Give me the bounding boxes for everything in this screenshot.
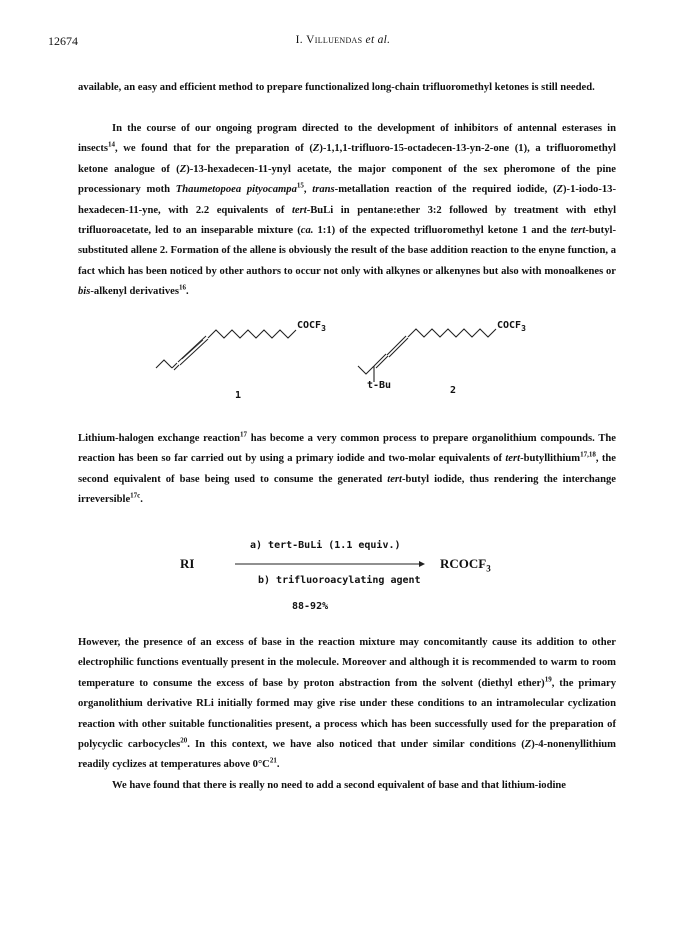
structure-compound-1 bbox=[148, 320, 363, 410]
citation-ref: 15 bbox=[296, 181, 304, 190]
text-run: available, an easy and efficient method to prepare functionalized long-chain trifluoromethyl ketones is still needed. bbox=[78, 82, 595, 93]
stereo-descriptor: Z bbox=[556, 184, 564, 196]
italic-term: bis bbox=[78, 286, 91, 298]
paragraph-5 bbox=[78, 776, 616, 796]
citation-ref: 17,18 bbox=[580, 450, 596, 459]
yield: 88-92% bbox=[292, 601, 329, 612]
text-run: )-1-iodo-13-hexadecen-11-yne, with 2.2 equivalents of bbox=[78, 184, 616, 216]
species-name: Thaumetopoea pityocampa bbox=[175, 184, 297, 196]
italic-term: tert bbox=[505, 453, 521, 465]
text-run: , the primary organolithium derivative RLi initially formed may give rise under these conditions to an intramolecular cyclization reaction with other suitable functionalities present, a process which has been successfully used for the preparation of polycyclic carbocycles bbox=[78, 677, 616, 751]
group-text: COCF bbox=[297, 320, 322, 331]
reaction-scheme bbox=[180, 535, 520, 620]
group-label bbox=[497, 320, 526, 333]
et-al: et al. bbox=[365, 34, 391, 46]
paragraph-block-2 bbox=[78, 119, 616, 303]
step-a: a) tert-BuLi (1.1 equiv.) bbox=[250, 540, 401, 551]
group-text: COCF bbox=[497, 320, 522, 331]
text-run: -BuLi in pentane:ether 3:2 followed by treatment with ethyl trifluoroacetate, led to an inseparable mixture ( bbox=[78, 204, 617, 237]
text-run: -butyl iodide, thus rendering the interchange irreversible bbox=[78, 473, 616, 506]
stereo-descriptor: Z bbox=[524, 739, 532, 751]
paragraph-continuation bbox=[78, 78, 616, 98]
text-run: )-4-nonenyllithium readily cyclizes at temperatures above 0°C bbox=[78, 739, 616, 771]
text-run: )-1,1,1-trifluoro-15-octadecen-13-yn-2-one (1), a trifluoromethyl ketone analogue of ( bbox=[78, 143, 616, 175]
citation-ref: 16 bbox=[178, 283, 186, 292]
text-run: has become a very common process to prepare organolithium compounds. The reaction has been so far carried out by using a primary iodide and two-molar equivalents of bbox=[78, 433, 616, 465]
italic-term: tert bbox=[387, 473, 402, 485]
group-label bbox=[297, 320, 326, 333]
reactant: RI bbox=[180, 556, 195, 571]
text-run: . bbox=[276, 759, 280, 771]
italic-term: tert bbox=[291, 204, 307, 216]
italic-term: ca. bbox=[300, 225, 314, 237]
page-number: 12674 bbox=[48, 34, 78, 48]
citation-ref: 21 bbox=[269, 756, 277, 765]
product bbox=[440, 556, 491, 574]
citation-ref: 17c bbox=[130, 491, 141, 500]
citation-ref: 19 bbox=[544, 675, 552, 684]
paragraph-2 bbox=[78, 119, 616, 303]
text-run: We have found that there is really no need to add a second equivalent of base and that lithium-iodine bbox=[112, 779, 567, 791]
compound-label: 1 bbox=[235, 390, 242, 401]
text-run: 1:1) of the expected trifluoromethyl ketone 1 and the bbox=[313, 225, 571, 237]
text-run: However, the presence of an excess of base in the reaction mixture may concomitantly cause its addition to other electrophilic functions eventually present in the molecule. Moreover and although it is recommended to warm to room temperature to consume the excess of base by proton abstraction from the solvent (diethyl ether) bbox=[78, 637, 616, 689]
text-run: -butyllithium bbox=[520, 453, 581, 465]
stereo-descriptor: Z bbox=[312, 143, 320, 155]
paragraph-block-3 bbox=[78, 429, 616, 511]
text-run: -butyl-substituted allene 2. Formation of the allene is obviously the result of the base addition reaction to the enyne function, a fact which has been noticed by other authors to occur not only with alkynes or alkenynes but also with monoalkenes or bbox=[78, 225, 616, 277]
paragraph-1 bbox=[78, 78, 616, 98]
stereo-descriptor: Z bbox=[179, 163, 187, 175]
citation-ref: 17 bbox=[240, 430, 248, 439]
structure-compound-2 bbox=[350, 320, 550, 420]
compound-1-skeletal-formula bbox=[148, 320, 363, 410]
text-run: , we found that for the preparation of ( bbox=[115, 143, 313, 155]
product-text: RCOCF bbox=[440, 556, 487, 571]
product-subscript: 3 bbox=[486, 563, 491, 574]
reaction-arrow bbox=[235, 559, 425, 569]
compound-label: 2 bbox=[450, 385, 457, 396]
running-header bbox=[48, 34, 638, 50]
text-run: . bbox=[185, 286, 189, 298]
step-b: b) trifluoroacylating agent bbox=[258, 575, 421, 586]
paragraph-4 bbox=[78, 633, 616, 776]
text-run: In the course of our ongoing program directed to the development of inhibitors of antennal esterases in insects bbox=[78, 123, 616, 155]
text-run: . In this context, we have also noticed that under similar conditions ( bbox=[187, 739, 525, 751]
group-subscript: 3 bbox=[321, 324, 326, 333]
italic-term: tert bbox=[570, 225, 586, 237]
text-run: . bbox=[140, 494, 143, 506]
paragraph-block-4 bbox=[78, 633, 616, 796]
text-run: -alkenyl derivatives bbox=[90, 286, 179, 298]
text-run: Lithium-halogen exchange reaction bbox=[78, 433, 241, 444]
citation-ref: 20 bbox=[180, 736, 188, 745]
running-title bbox=[48, 34, 638, 46]
author-initial: I. bbox=[295, 34, 303, 46]
text-run: , the second equivalent of base being used to consume the generated bbox=[78, 453, 616, 485]
citation-ref: 14 bbox=[108, 140, 116, 149]
text-run: , bbox=[303, 184, 313, 196]
group-subscript: 3 bbox=[521, 324, 526, 333]
compound-2-skeletal-formula bbox=[350, 320, 550, 420]
author-name: Villuendas bbox=[306, 34, 363, 46]
paragraph-3 bbox=[78, 429, 616, 511]
text-run: -metallation reaction of the required iodide, ( bbox=[334, 184, 557, 196]
italic-term: trans bbox=[312, 184, 335, 196]
substituent-label: t-Bu bbox=[367, 380, 392, 391]
text-run: )-13-hexadecen-11-ynyl acetate, the major component of the sex pheromone of the pine processionary moth bbox=[78, 163, 616, 196]
